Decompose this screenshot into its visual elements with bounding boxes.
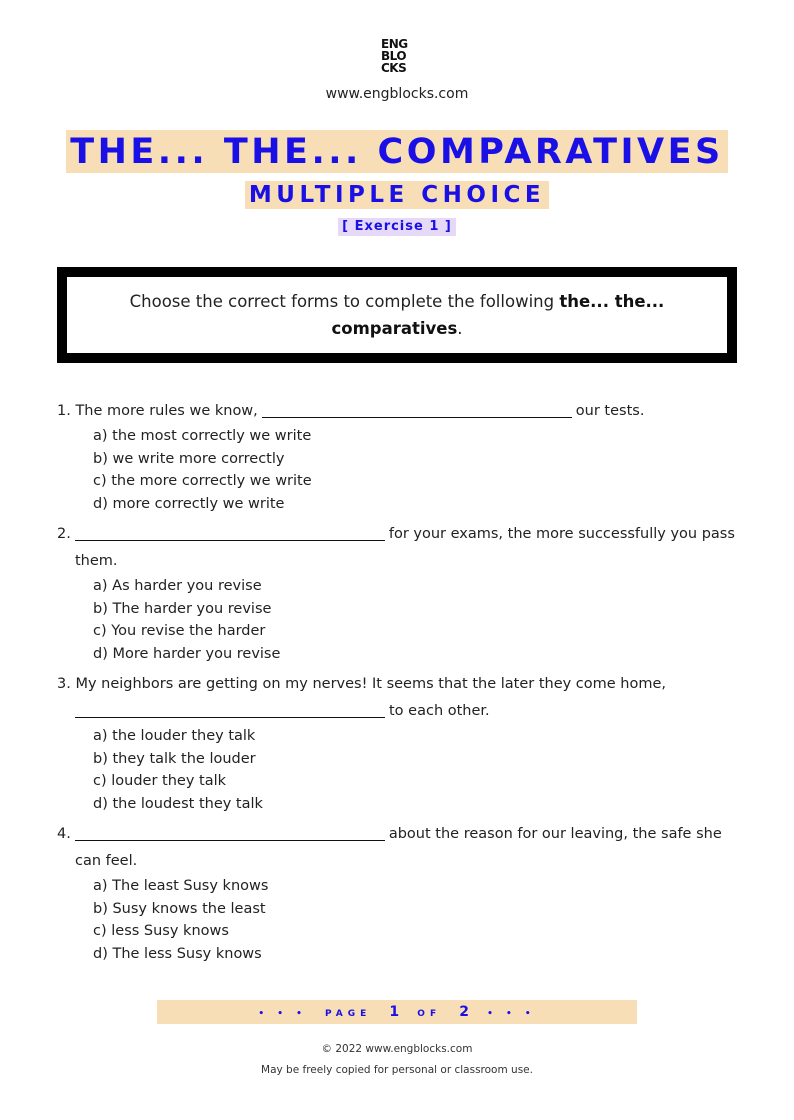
option-a[interactable]: a) The least Susy knows [93, 878, 269, 894]
question-1 [57, 398, 747, 515]
logo-line-3: CKS [381, 61, 407, 75]
question-3 [57, 671, 747, 815]
copyright: © 2022 www.engblocks.com [321, 1043, 473, 1055]
logo-line-1: ENG [381, 37, 408, 51]
question-text-after: for your exams, the more successfully you pass [388, 526, 735, 542]
answer-blank[interactable] [262, 401, 572, 418]
answer-blank[interactable] [75, 524, 385, 541]
instructions-end: . [457, 319, 463, 338]
engblocks-logo [381, 38, 415, 74]
question-text-after: our tests. [575, 403, 645, 419]
dots-right: • • • [487, 1009, 536, 1019]
license-note: May be freely copied for personal or classroom use. [261, 1064, 533, 1076]
exercise-label: [ Exercise 1 ] [338, 218, 456, 236]
option-d[interactable]: d) the loudest they talk [93, 795, 263, 812]
option-a[interactable]: a) As harder you revise [93, 578, 262, 594]
site-url[interactable]: www.engblocks.com [325, 86, 469, 102]
question-number: 4. [57, 826, 71, 842]
option-b[interactable]: b) they talk the louder [93, 750, 256, 767]
page-indicator [157, 1000, 637, 1024]
option-d[interactable]: d) More harder you revise [93, 645, 281, 662]
option-b[interactable]: b) we write more correctly [93, 450, 285, 467]
instructions-text: Choose the correct forms to complete the following [129, 292, 560, 311]
instructions-bold-2: comparatives [331, 319, 458, 338]
option-c[interactable]: c) less Susy knows [93, 923, 229, 939]
option-b[interactable]: b) The harder you revise [93, 600, 272, 617]
question-number: 2. [57, 526, 71, 542]
question-list [57, 398, 747, 965]
instructions-box [57, 267, 737, 363]
question-number: 3. [57, 676, 71, 692]
answer-blank[interactable] [75, 824, 385, 841]
question-text-continued: them. [75, 553, 118, 569]
question-text-after: to each other. [389, 703, 490, 719]
option-c[interactable]: c) the more correctly we write [93, 473, 312, 489]
instructions-bold-1: the... the... [559, 292, 665, 311]
question-2 [57, 521, 747, 665]
question-text-continued: can feel. [75, 853, 138, 869]
option-a[interactable]: a) the most correctly we write [93, 428, 312, 444]
question-4 [57, 821, 747, 965]
question-number: 1. [57, 403, 71, 419]
answer-blank[interactable] [75, 701, 385, 718]
dots-left: • • • [258, 1009, 307, 1019]
option-d[interactable]: d) more correctly we write [93, 495, 285, 512]
option-d[interactable]: d) The less Susy knows [93, 945, 262, 962]
option-c[interactable]: c) You revise the harder [93, 623, 266, 639]
logo-line-2: BLO [381, 49, 407, 63]
page-word: PAGE [324, 1009, 372, 1019]
page-subtitle: MULTIPLE CHOICE [245, 181, 549, 209]
option-b[interactable]: b) Susy knows the least [93, 900, 266, 917]
question-text-after: about the reason for our leaving, the safe she [388, 826, 722, 842]
page-total: 2 [459, 1004, 469, 1020]
option-c[interactable]: c) louder they talk [93, 773, 227, 789]
page-number: 1 [389, 1004, 400, 1020]
question-text-before: My neighbors are getting on my nerves! It seems that the later they come home, [75, 676, 667, 692]
question-text-before: The more rules we know, [75, 403, 258, 419]
of-word: OF [417, 1009, 442, 1019]
option-a[interactable]: a) the louder they talk [93, 728, 256, 744]
page-title: THE... THE... COMPARATIVES [66, 130, 728, 173]
